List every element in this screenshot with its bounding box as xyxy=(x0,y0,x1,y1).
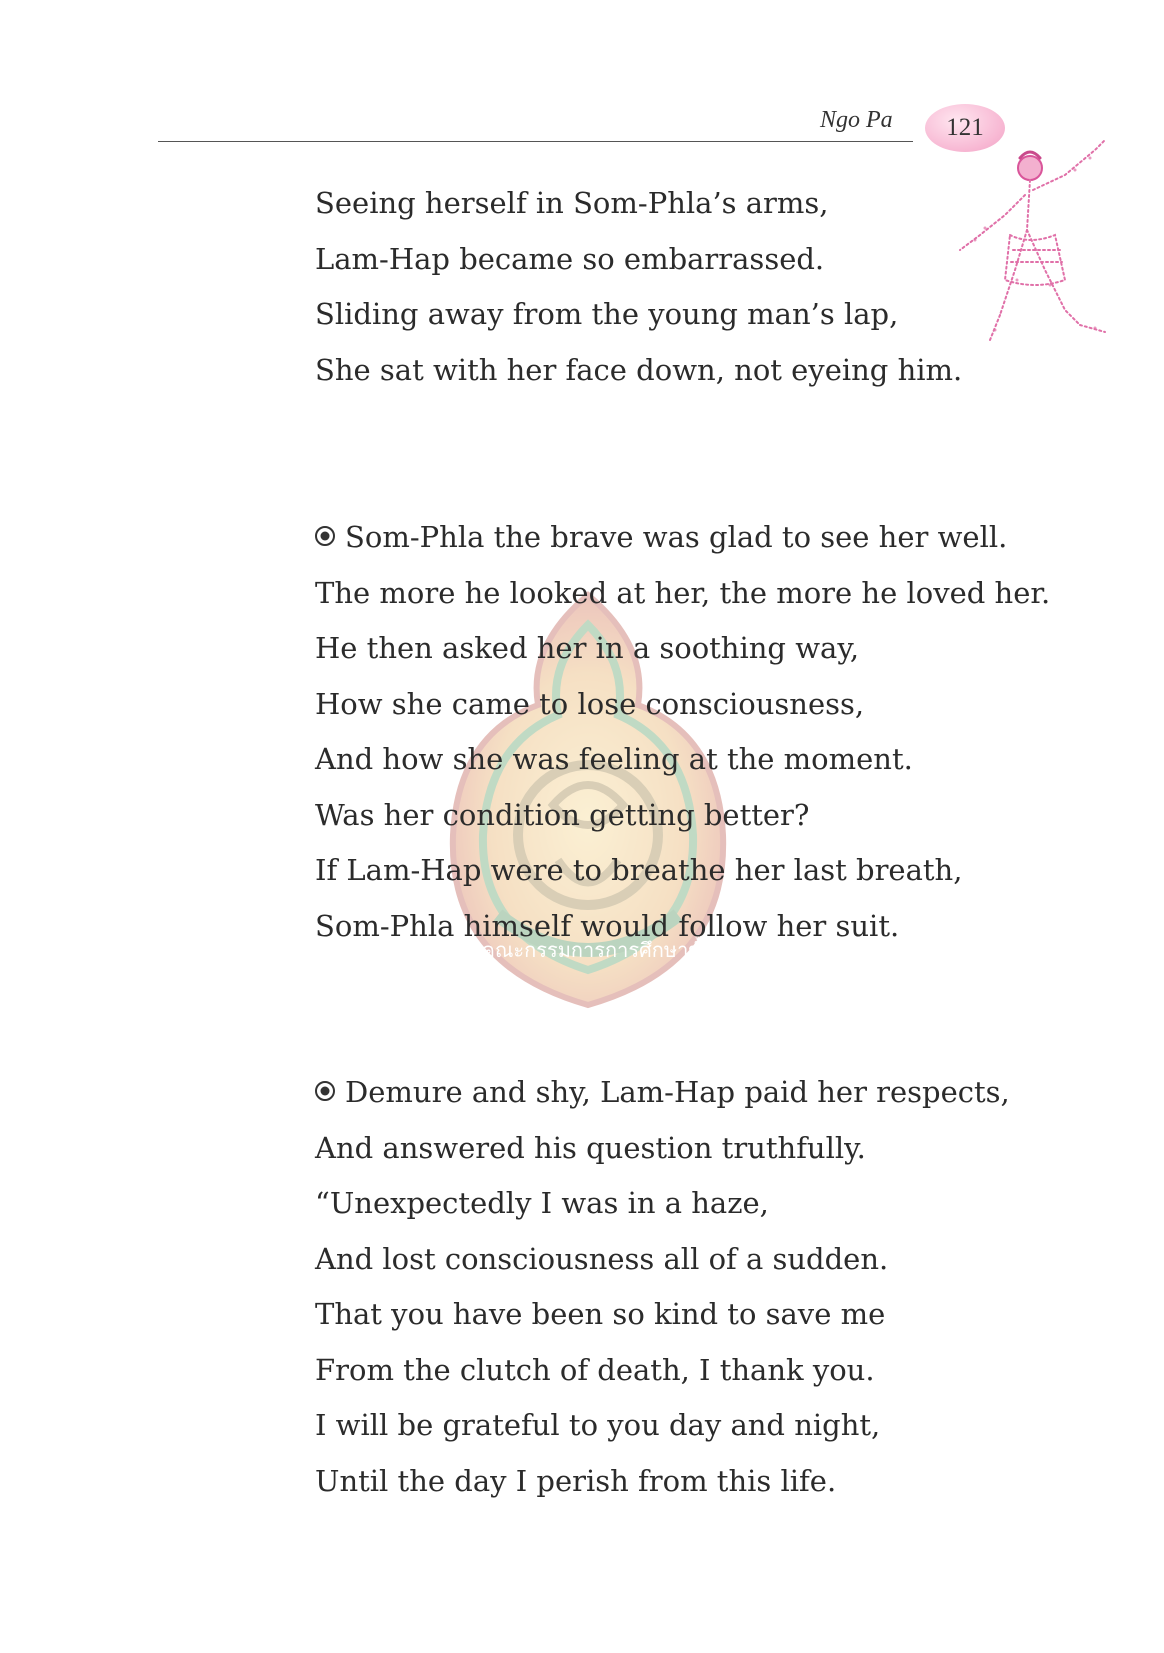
verse-line: Lam-Hap became so embarrassed. xyxy=(315,241,825,276)
verse-line: The more he looked at her, the more he loved her. xyxy=(315,575,1051,610)
verse-line: How she came to lose consciousness, xyxy=(315,686,865,721)
dancer-illustration-icon xyxy=(955,140,1125,350)
stanza-2 xyxy=(315,510,1050,954)
verse-line: That you have been so kind to save me xyxy=(315,1297,886,1331)
verse-line: “Unexpectedly I was in a haze, xyxy=(315,1186,769,1220)
seal-text: สำนักงานคณะกรรมการการศึกษาขั้นพื้นฐาน xyxy=(397,938,779,962)
verse-line-text: Demure and shy, Lam-Hap paid her respects, xyxy=(345,1075,1010,1109)
verse-line-first xyxy=(315,1065,1010,1121)
running-header-title: Ngo Pa xyxy=(820,107,893,133)
verse-line: She sat with her face down, not eyeing him. xyxy=(315,352,963,387)
verse-line: Sliding away from the young man’s lap, xyxy=(315,297,899,331)
verse-line: I will be grateful to you day and night, xyxy=(315,1408,881,1442)
verse-line-first xyxy=(315,510,1050,566)
verse-line: Was her condition getting better? xyxy=(315,797,810,832)
verse-line: From the clutch of death, I thank you. xyxy=(315,1352,875,1387)
verse-line: Seeing herself in Som-Phla’s arms, xyxy=(315,186,829,220)
stanza-bullet-icon xyxy=(315,526,335,546)
verse-line: And lost consciousness all of a sudden. xyxy=(315,1241,889,1276)
verse-line: And answered his question truthfully. xyxy=(315,1130,866,1165)
stanza-3 xyxy=(315,1065,1010,1509)
verse-line: And how she was feeling at the moment. xyxy=(315,742,913,776)
page-number: 121 xyxy=(946,114,984,141)
verse-line: He then asked her in a soothing way, xyxy=(315,631,860,665)
verse-line-text: Som-Phla the brave was glad to see her well. xyxy=(345,520,1008,554)
verse-line: If Lam-Hap were to breathe her last breath, xyxy=(315,853,963,887)
verse-line: Som-Phla himself would follow her suit. xyxy=(315,908,900,943)
stanza-bullet-icon xyxy=(315,1081,335,1101)
verse-line: Until the day I perish from this life. xyxy=(315,1463,837,1498)
header-rule xyxy=(158,141,913,142)
stanza-1 xyxy=(315,176,962,398)
